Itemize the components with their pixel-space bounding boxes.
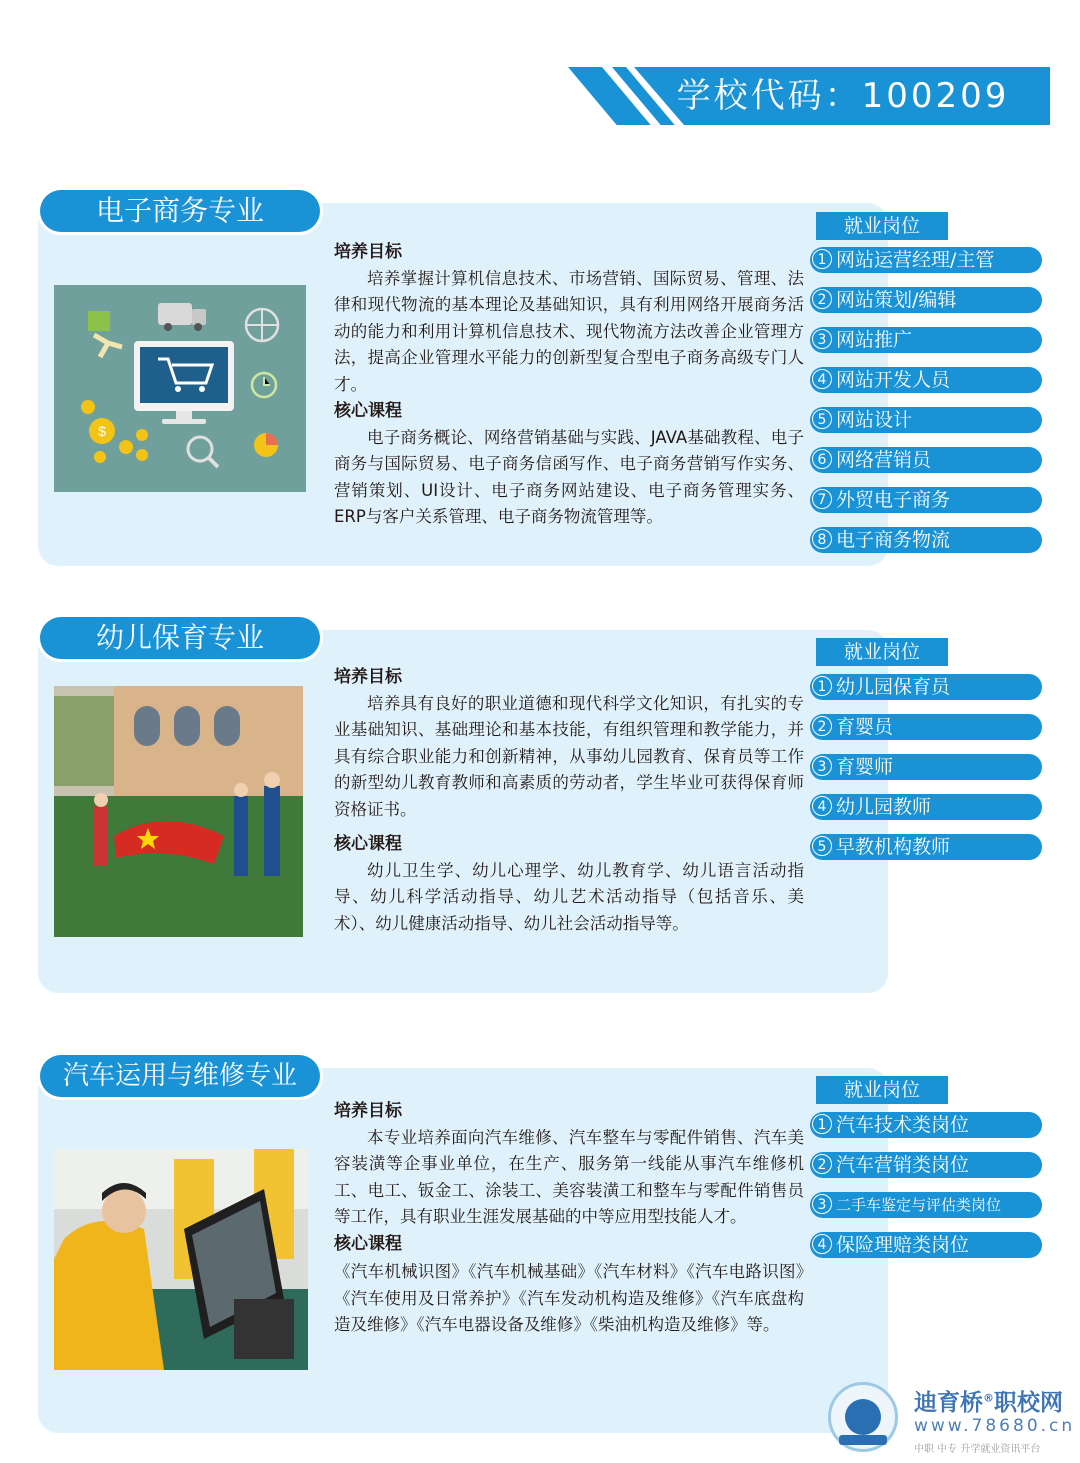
- job-item: [810, 247, 1042, 273]
- goal-heading: 培养目标: [334, 242, 402, 262]
- job-label: 网站运营经理/主管: [836, 249, 995, 271]
- goal-heading: 培养目标: [334, 667, 402, 687]
- job-label: 二手车鉴定与评估类岗位: [836, 1196, 1002, 1214]
- course-text: 幼儿卫生学、幼儿心理学、幼儿教育学、幼儿语言活动指导、幼儿科学活动指导、幼儿艺术活动指导（包括音乐、美术）、幼儿健康活动指导、幼儿社会活动指导等。: [334, 860, 804, 933]
- jobs-title: 就业岗位: [816, 212, 948, 240]
- svg-text:$: $: [98, 423, 106, 439]
- job-label: 网站设计: [836, 409, 913, 431]
- watermark-brand: 迪育桥®职校网: [914, 1390, 1063, 1416]
- job-item: [810, 714, 1042, 740]
- job-item: [810, 527, 1042, 553]
- job-item: [810, 1112, 1042, 1138]
- jobs-title: 就业岗位: [816, 638, 948, 666]
- job-item: [810, 1192, 1042, 1218]
- goal-text: 本专业培养面向汽车维修、汽车整车与零配件销售、汽车美容装潢等企事业单位，在生产、服务第一线能从事汽车维修机工、电工、钣金工、涂装工、美容装潢工和整车与零配件销售员等工作，具有职业生涯发展基础的中等应用型技能人才。: [334, 1127, 804, 1226]
- job-number: 5: [812, 409, 832, 429]
- course-text: 电子商务概论、网络营销基础与实践、JAVA基础教程、电子商务与国际贸易、电子商务信函写作、电子商务营销写作实务、营销策划、UI设计、电子商务网站建设、电子商务管理实务、ERP与客户关系管理、电子商务物流管理等。: [334, 427, 804, 526]
- job-item: [810, 834, 1042, 860]
- job-label: 幼儿园保育员: [836, 676, 951, 698]
- jobs-title: 就业岗位: [816, 1076, 948, 1104]
- job-number: 5: [812, 836, 832, 856]
- job-number: 1: [812, 676, 832, 696]
- job-label: 电子商务物流: [836, 529, 951, 551]
- watermark-url: www.78680.cn: [914, 1416, 1076, 1436]
- goal-text: 培养掌握计算机信息技术、市场营销、国际贸易、管理、法律和现代物流的基本理论及基础知识，具有利用网络开展商务活动的能力和利用计算机信息技术、现代物流方法改善企业管理方法，提高企业管理水平能力的创新型复合型电子商务高级专门人才。: [334, 268, 804, 394]
- jobs-list-automotive: [810, 1076, 1050, 1261]
- job-number: 1: [812, 1114, 832, 1134]
- job-label: 保险理赔类岗位: [836, 1234, 970, 1256]
- course-text: 《汽车机械识图》《汽车机械基础》《汽车材料》《汽车电路识图》《汽车使用及日常养护》《汽车发动机构造及维修》《汽车底盘构造及维修》《汽车电器设备及维修》《柴油机构造及维修》等。: [334, 1262, 804, 1334]
- job-number: 3: [812, 1194, 832, 1214]
- section-title-automotive: 汽车运用与维修专业: [40, 1055, 320, 1097]
- job-label: 汽车营销类岗位: [836, 1154, 970, 1176]
- job-number: 2: [812, 289, 832, 309]
- job-number: 1: [812, 249, 832, 269]
- job-label: 网络营销员: [836, 449, 932, 471]
- ecommerce-illustration: [54, 285, 306, 492]
- job-number: 4: [812, 796, 832, 816]
- job-number: 8: [812, 529, 832, 549]
- job-number: 7: [812, 489, 832, 509]
- goal-text: 培养具有良好的职业道德和现代科学文化知识，有扎实的专业基础知识、基础理论和基本技能，有组织管理和教学能力，并具有综合职业能力和创新精神，从事幼儿园教育、保育员等工作的新型幼儿教育教师和高素质的劳动者，学生毕业可获得保育师资格证书。: [334, 693, 804, 819]
- job-item: [810, 487, 1042, 513]
- job-number: 2: [812, 716, 832, 736]
- job-label: 幼儿园教师: [836, 796, 932, 818]
- watermark-slogan: 中职 中专 升学就业资讯平台: [914, 1444, 1041, 1455]
- course-heading: 核心课程: [334, 834, 402, 854]
- job-item: [810, 287, 1042, 313]
- job-number: 4: [812, 369, 832, 389]
- jobs-list-ecommerce: [810, 212, 1050, 557]
- job-number: 2: [812, 1154, 832, 1174]
- jobs-list-childcare: [810, 638, 1050, 863]
- childcare-photo: [54, 686, 303, 937]
- goal-heading: 培养目标: [334, 1101, 402, 1121]
- section-title-childcare: 幼儿保育专业: [40, 617, 320, 659]
- job-number: 3: [812, 756, 832, 776]
- section-title-ecommerce: 电子商务专业: [40, 190, 320, 232]
- job-number: 3: [812, 329, 832, 349]
- ecommerce-text: [334, 239, 804, 531]
- logo-seal-icon: [828, 1382, 898, 1452]
- job-item: [810, 407, 1042, 433]
- watermark: [828, 1382, 1076, 1457]
- automotive-text: [334, 1098, 804, 1339]
- job-item: [810, 1152, 1042, 1178]
- course-heading: 核心课程: [334, 1233, 402, 1254]
- job-item: [810, 327, 1042, 353]
- job-label: 网站策划/编辑: [836, 289, 957, 311]
- course-heading: 核心课程: [334, 401, 402, 421]
- job-item: [810, 674, 1042, 700]
- job-number: 4: [812, 1234, 832, 1254]
- childcare-text: [334, 664, 804, 937]
- school-code-banner: [568, 67, 1050, 125]
- job-number: 6: [812, 449, 832, 469]
- job-label: 早教机构教师: [836, 836, 951, 858]
- school-code-text: 学校代码：100209: [676, 76, 1010, 116]
- job-label: 育婴员: [836, 716, 894, 738]
- job-item: [810, 447, 1042, 473]
- job-label: 育婴师: [836, 756, 894, 778]
- job-label: 网站开发人员: [836, 369, 951, 391]
- job-label: 网站推广: [836, 329, 913, 351]
- job-item: [810, 367, 1042, 393]
- job-item: [810, 754, 1042, 780]
- job-label: 汽车技术类岗位: [836, 1114, 970, 1136]
- job-label: 外贸电子商务: [836, 489, 951, 511]
- job-item: [810, 794, 1042, 820]
- job-item: [810, 1232, 1042, 1258]
- automotive-photo: [54, 1149, 308, 1370]
